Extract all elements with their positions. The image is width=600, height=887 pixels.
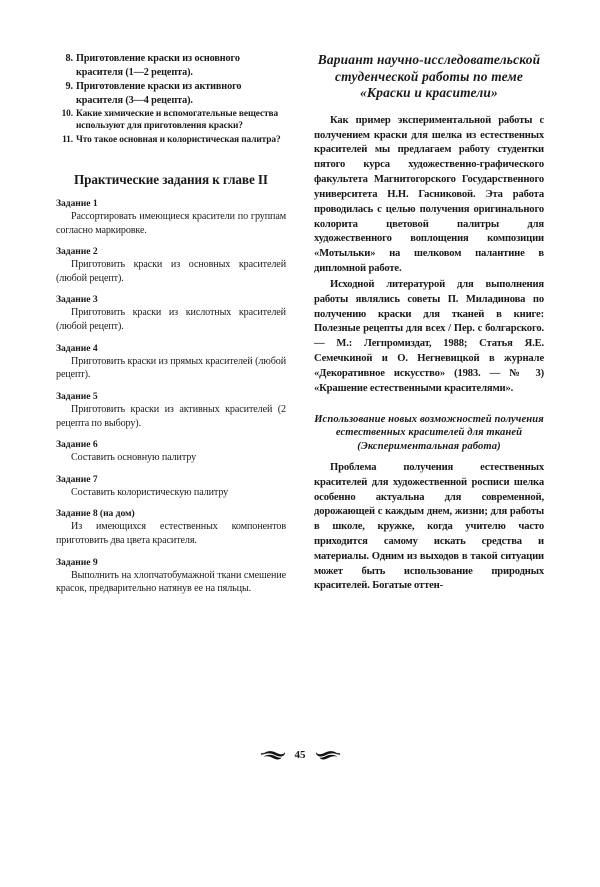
list-item-number: 10.: [61, 109, 73, 120]
task-title: Задание 4: [56, 342, 98, 354]
task-body: Приготовить краски из основных красителей (любой рецепт).: [56, 259, 286, 284]
task-block: [56, 246, 286, 285]
task-block: [56, 557, 286, 596]
task-body: Приготовить краски из прямых красителей (любой рецепт).: [56, 355, 286, 381]
task-body: Рассортировать имеющиеся красители по группам согласно маркировке.: [56, 210, 286, 236]
task-block: [56, 294, 286, 333]
task-block: [56, 474, 286, 500]
question-list: [56, 52, 286, 146]
body-paragraph: Проблема получения естественных красителей для художественной росписи шелка особенно актуальна для современной, дорожающей с каждым днем, жизни; для работы в школе, кружке, когда учителю часто приходится самому искать средства и материалы. Одним из выходов в такой ситуации может быть использование природных красителей. Богатые оттен-: [314, 461, 544, 592]
list-item-text: Приготовление краски из активного красителя (3—4 рецепта).: [76, 81, 242, 106]
task-title: Задание 3: [56, 294, 98, 306]
sub-heading: Использование новых возможностей получения естественных красителей для тканей (Экспериментальная работа): [314, 413, 544, 453]
left-column: [0, 0, 300, 605]
task-body: Составить колористическую палитру: [71, 486, 229, 498]
list-item-text: Какие химические и вспомогательные вещества используют для приготовления краски?: [76, 109, 279, 132]
list-item: [56, 134, 286, 146]
task-title: Задание 6: [56, 439, 98, 451]
task-block: [56, 343, 286, 382]
body-paragraph: Исходной литературой для выполнения работы являлись советы П. Миладинова по получению краски для тканей в книге: Полезные рецепты для всех / Пер. с болгарского. — М.: Легпромиздат, 1988; Статья Я.Е. Семечкиной и О. Негневицкой в журнале «Декоративное искусство» (1983. — № 3) «Крашение естественными красителями».: [314, 278, 544, 394]
section-heading: Практические задания к главе II: [74, 171, 268, 187]
list-item-text: Что такое основная и колористическая палитра?: [76, 134, 281, 145]
task-title: Задание 2: [56, 246, 98, 258]
body-paragraph: Как пример экспериментальной работы с получением краски для шелка из естественных красителей мы предлагаем работу студентки пятого курса художественно-графического факультета Магнитогорского Государственного университета Н.Н. Гасниковой. Эта работа проводилась с целью получения оригинального колорита цветовой палитры для художественного воплощения композиции «Мотыльки» на шелковом палантине в дипломной работе.: [314, 114, 544, 275]
list-item: [56, 80, 286, 107]
task-title: Задание 5: [56, 390, 98, 402]
task-block: [56, 198, 286, 237]
list-item: [56, 52, 286, 79]
task-body: Из имеющихся естественных компонентов приготовить два цвета красителя.: [56, 521, 286, 547]
task-title: Задание 8 (на дом): [56, 508, 135, 520]
list-item-number: 9.: [65, 81, 73, 93]
page-footer: [0, 748, 600, 762]
leaf-flourish-icon: [315, 748, 341, 762]
task-title: Задание 7: [56, 473, 98, 485]
list-item-number: 8.: [65, 53, 73, 64]
list-item: [56, 108, 286, 132]
page-number: 45: [294, 749, 306, 761]
task-body: Выполнить на хлопчатобумажной ткани смешение красок, предварительно натянув ее на пяльцы.: [56, 569, 286, 595]
article-title: Вариант научно-исследовательской студенческой работы по теме «Краски и красители»: [317, 52, 541, 101]
list-item-text: Приготовление краски из основного красителя (1—2 рецепта).: [76, 53, 240, 78]
task-body: Приготовить краски из кислотных красителей (любой рецепт).: [56, 307, 286, 333]
task-block: [56, 391, 286, 430]
task-body: Приготовить краски из активных красителей (2 рецепта по выбору).: [56, 403, 286, 429]
leaf-flourish-icon: [260, 748, 286, 762]
task-title: Задание 9: [56, 556, 98, 568]
right-column: [300, 0, 600, 595]
task-title: Задание 1: [56, 197, 98, 209]
list-item-number: 11.: [62, 134, 73, 145]
task-block: [56, 508, 286, 547]
task-body: Составить основную палитру: [71, 452, 197, 464]
task-block: [56, 439, 286, 465]
